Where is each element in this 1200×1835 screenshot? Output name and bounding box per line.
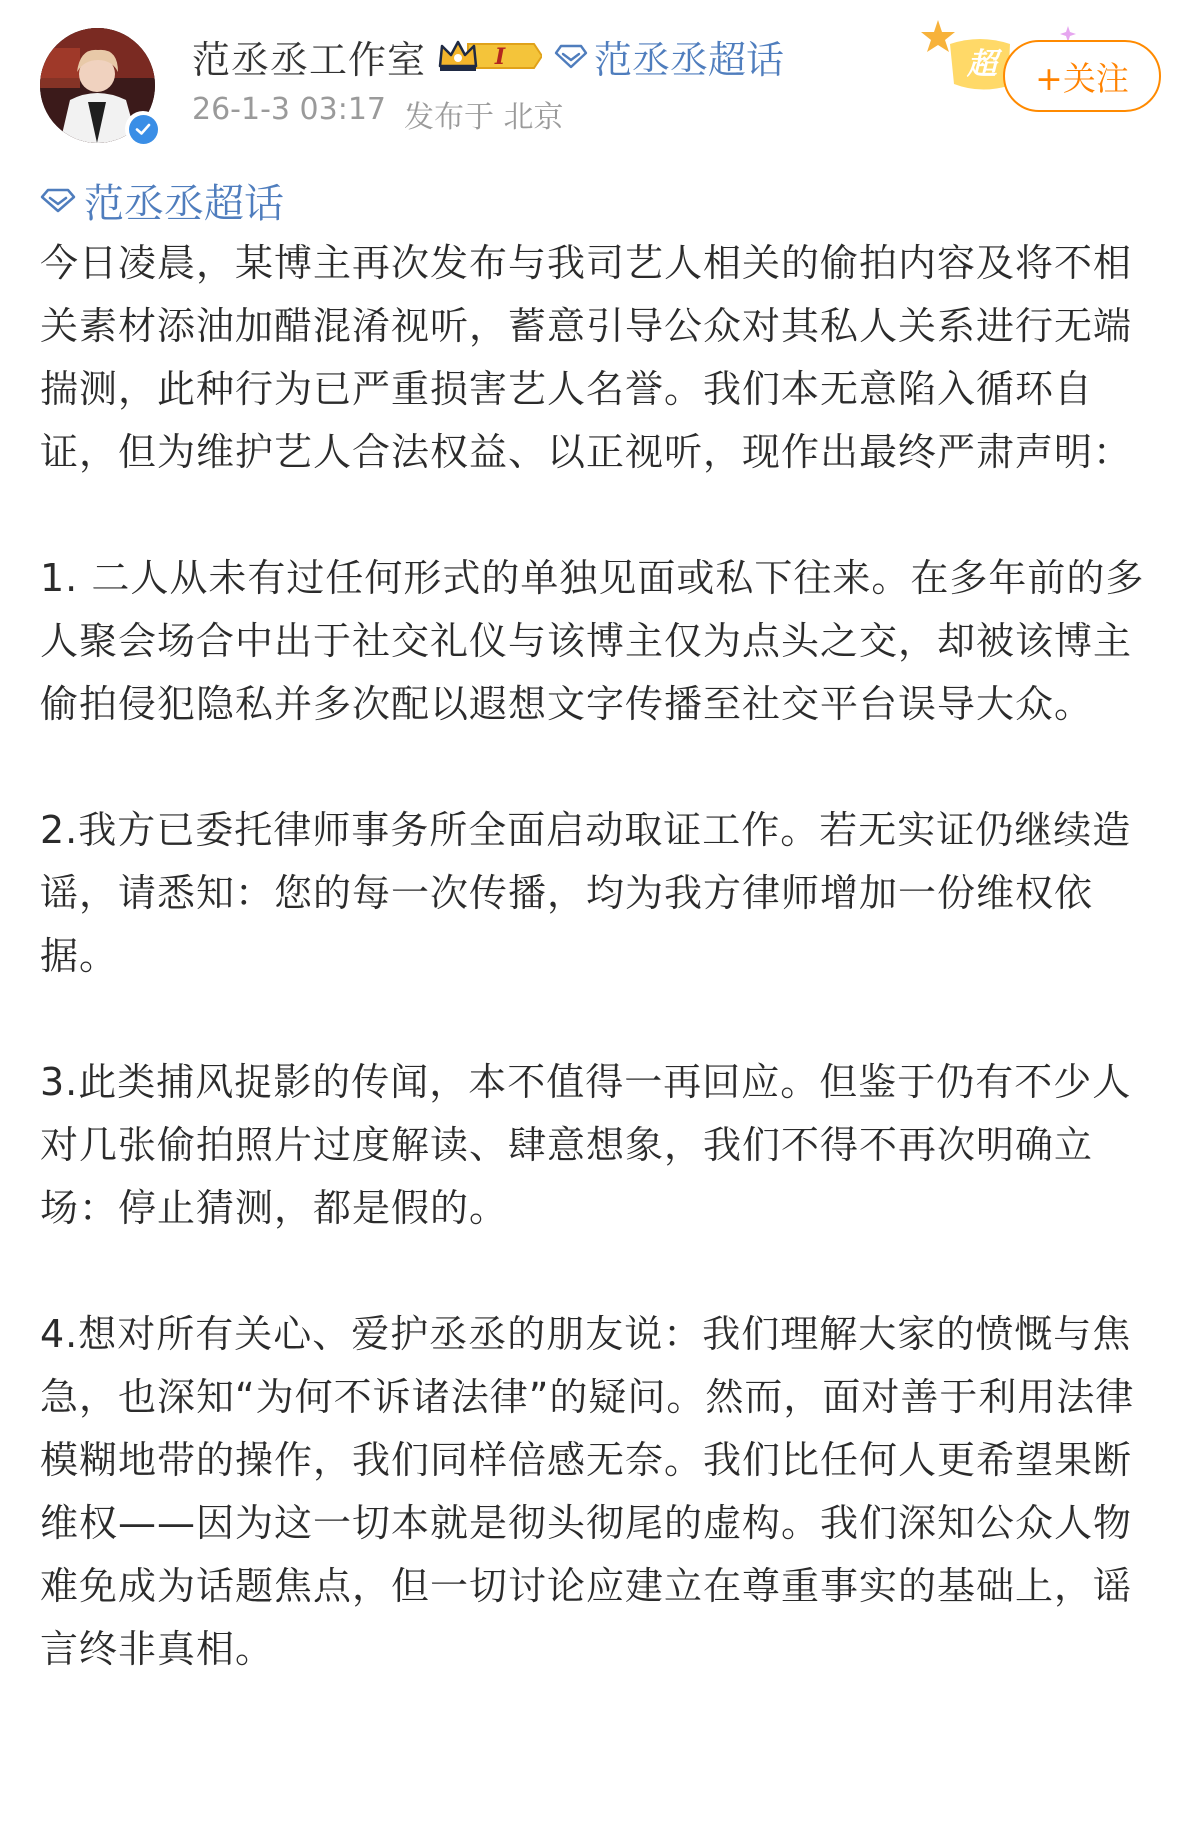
statement-point-3: 3.此类捕风捉影的传闻，本不值得一再回应。但鉴于仍有不少人对几张偷拍照片过度解读、肆意想象，我们不得不再次明确立场：停止猜测，都是假的。: [40, 1060, 1132, 1230]
topic-link-body-label: 范丞丞超话: [84, 180, 284, 227]
follow-button[interactable]: +关注: [1003, 40, 1161, 112]
avatar[interactable]: [40, 28, 155, 143]
post-location: 发布于 北京: [404, 100, 564, 135]
diamond-icon: [554, 43, 588, 69]
topic-link-header[interactable]: [554, 29, 784, 84]
verified-badge: [125, 111, 161, 147]
statement-intro: 今日凌晨，某博主再次发布与我司艺人相关的偷拍内容及将不相关素材添油加醋混淆视听，蓄意引导公众对其私人关系进行无端揣测，此种行为已严重损害艺人名誉。我们本无意陷入循环自证，但为维护艺人合法权益、以正视听，现作出最终严肃声明：: [40, 241, 1133, 474]
svg-text:超: 超: [967, 47, 997, 82]
author-name[interactable]: 范丞丞工作室: [192, 37, 427, 82]
topic-link-label: 范丞丞超话: [594, 37, 785, 82]
svg-text:I: I: [494, 44, 506, 70]
verified-check-icon: [129, 115, 158, 144]
post-body: [40, 168, 1170, 1681]
member-crown-icon[interactable]: [438, 36, 542, 76]
diamond-icon: [40, 186, 76, 214]
author-row: [192, 30, 784, 82]
post-meta: [192, 92, 564, 136]
statement-point-2: 2.我方已委托律师事务所全面启动取证工作。若无实证仍继续造谣，请悉知：您的每一次传播，均为我方律师增加一份维权依据。: [40, 808, 1132, 978]
statement-point-1: 1. 二人从未有过任何形式的单独见面或私下往来。在多年前的多人聚会场合中出于社交礼仪与该博主仅为点头之交，却被该博主偷拍侵犯隐私并多次配以遐想文字传播至社交平台误导大众。: [40, 556, 1145, 726]
post-timestamp: 26-1-3 03:17: [192, 92, 386, 127]
topic-link-body[interactable]: [40, 168, 1170, 232]
statement-point-4: 4.想对所有关心、爱护丞丞的朋友说：我们理解大家的愤慨与焦急，也深知“为何不诉诸法律”的疑问。然而，面对善于利用法律模糊地带的操作，我们同样倍感无奈。我们比任何人更希望果断维权——因为这一切本就是彻头彻尾的虚构。我们深知公众人物难免成为话题焦点，但一切讨论应建立在尊重事实的基础上，谣言终非真相。: [40, 1312, 1135, 1671]
